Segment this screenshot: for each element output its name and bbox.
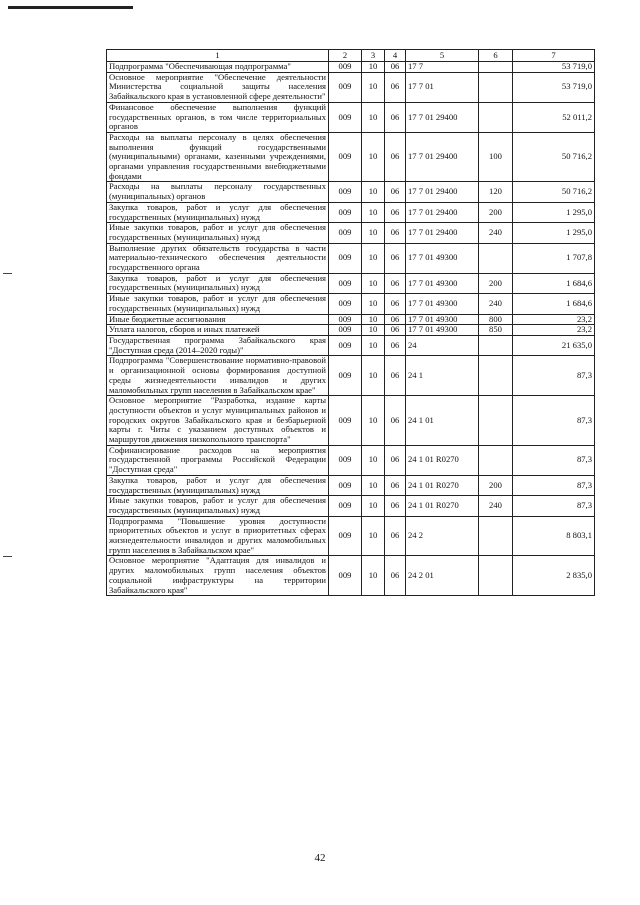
row-target-code: 17 7 01 49300 <box>406 273 479 293</box>
row-grbs: 009 <box>329 396 362 446</box>
row-amount: 50 716,2 <box>513 182 595 202</box>
row-grbs: 009 <box>329 102 362 132</box>
table-row <box>107 335 595 355</box>
column-header: 2 <box>329 50 362 62</box>
row-name: Закупка товаров, работ и услуг для обеспечения государственных (муниципальных) нужд <box>107 273 329 293</box>
row-expense-type <box>479 102 513 132</box>
row-grbs: 009 <box>329 325 362 336</box>
row-expense-type: 120 <box>479 182 513 202</box>
row-name: Иные закупки товаров, работ и услуг для обеспечения государственных (муниципальных) нужд <box>107 223 329 243</box>
row-target-code: 24 <box>406 335 479 355</box>
budget-table <box>106 49 595 596</box>
table-body <box>107 62 595 596</box>
column-header: 4 <box>385 50 406 62</box>
row-subsection: 06 <box>385 62 406 73</box>
row-grbs: 009 <box>329 182 362 202</box>
row-grbs: 009 <box>329 314 362 325</box>
column-header: 1 <box>107 50 329 62</box>
row-name: Софинансирование расходов на мероприятия государственной программы Российской Федерации "Доступная среда" <box>107 445 329 475</box>
row-name: Иные закупки товаров, работ и услуг для обеспечения государственных (муниципальных) нужд <box>107 294 329 314</box>
table-row <box>107 496 595 516</box>
row-expense-type: 200 <box>479 273 513 293</box>
row-name: Закупка товаров, работ и услуг для обеспечения государственных (муниципальных) нужд <box>107 475 329 495</box>
row-section: 10 <box>362 182 385 202</box>
row-amount: 1 707,8 <box>513 243 595 273</box>
row-expense-type <box>479 556 513 596</box>
row-amount: 2 835,0 <box>513 556 595 596</box>
row-target-code: 17 7 01 29400 <box>406 102 479 132</box>
row-target-code: 24 2 01 <box>406 556 479 596</box>
row-grbs: 009 <box>329 243 362 273</box>
row-name: Выполнение других обязательств государства в части материально-технического обеспечения деятельности государственного органа <box>107 243 329 273</box>
row-grbs: 009 <box>329 445 362 475</box>
row-expense-type: 240 <box>479 223 513 243</box>
row-amount: 1 684,6 <box>513 273 595 293</box>
column-header: 6 <box>479 50 513 62</box>
row-expense-type: 100 <box>479 132 513 182</box>
table-row <box>107 102 595 132</box>
row-amount: 87,3 <box>513 356 595 396</box>
row-subsection: 06 <box>385 72 406 102</box>
row-target-code: 17 7 01 49300 <box>406 325 479 336</box>
row-name: Иные бюджетные ассигнования <box>107 314 329 325</box>
table-row <box>107 314 595 325</box>
row-subsection: 06 <box>385 294 406 314</box>
row-expense-type: 240 <box>479 496 513 516</box>
top-rule <box>8 6 133 9</box>
row-grbs: 009 <box>329 273 362 293</box>
row-section: 10 <box>362 445 385 475</box>
row-expense-type: 200 <box>479 475 513 495</box>
table-row <box>107 325 595 336</box>
row-subsection: 06 <box>385 356 406 396</box>
row-target-code: 24 1 01 <box>406 396 479 446</box>
row-subsection: 06 <box>385 496 406 516</box>
row-section: 10 <box>362 396 385 446</box>
table-row <box>107 556 595 596</box>
table-row <box>107 356 595 396</box>
row-expense-type <box>479 396 513 446</box>
column-header: 7 <box>513 50 595 62</box>
row-subsection: 06 <box>385 314 406 325</box>
row-expense-type <box>479 356 513 396</box>
table-row <box>107 72 595 102</box>
row-expense-type <box>479 62 513 73</box>
row-section: 10 <box>362 556 385 596</box>
row-section: 10 <box>362 243 385 273</box>
row-target-code: 24 1 <box>406 356 479 396</box>
page-number: 42 <box>314 852 326 864</box>
row-expense-type <box>479 72 513 102</box>
row-name: Расходы на выплаты персоналу государственных (муниципальных) органов <box>107 182 329 202</box>
row-section: 10 <box>362 314 385 325</box>
row-grbs: 009 <box>329 294 362 314</box>
table-row <box>107 445 595 475</box>
row-subsection: 06 <box>385 202 406 222</box>
row-amount: 53 719,0 <box>513 62 595 73</box>
table-row <box>107 243 595 273</box>
row-name: Расходы на выплаты персоналу в целях обеспечения выполнения функций государственными (муниципальными) органами, казенными учреждениями, органами управления государственными внебюджетными фондами <box>107 132 329 182</box>
row-section: 10 <box>362 496 385 516</box>
row-section: 10 <box>362 72 385 102</box>
table-row <box>107 223 595 243</box>
table-header-row <box>107 50 595 62</box>
column-header: 3 <box>362 50 385 62</box>
row-target-code: 17 7 01 29400 <box>406 132 479 182</box>
row-target-code: 17 7 01 29400 <box>406 223 479 243</box>
row-expense-type: 800 <box>479 314 513 325</box>
row-name: Основное мероприятие "Обеспечение деятельности Министерства социальной защиты населения Забайкальского края в установленной сфере деятельности" <box>107 72 329 102</box>
row-name: Закупка товаров, работ и услуг для обеспечения государственных (муниципальных) нужд <box>107 202 329 222</box>
table-row <box>107 62 595 73</box>
row-subsection: 06 <box>385 516 406 556</box>
table-row <box>107 273 595 293</box>
row-expense-type <box>479 445 513 475</box>
margin-tick <box>3 273 12 274</box>
row-subsection: 06 <box>385 445 406 475</box>
row-subsection: 06 <box>385 102 406 132</box>
row-subsection: 06 <box>385 182 406 202</box>
row-grbs: 009 <box>329 72 362 102</box>
row-amount: 21 635,0 <box>513 335 595 355</box>
row-grbs: 009 <box>329 132 362 182</box>
row-amount: 1 295,0 <box>513 223 595 243</box>
row-section: 10 <box>362 335 385 355</box>
row-expense-type: 850 <box>479 325 513 336</box>
row-expense-type <box>479 243 513 273</box>
row-amount: 87,3 <box>513 445 595 475</box>
row-section: 10 <box>362 223 385 243</box>
row-section: 10 <box>362 273 385 293</box>
row-section: 10 <box>362 516 385 556</box>
row-subsection: 06 <box>385 556 406 596</box>
table-row <box>107 396 595 446</box>
row-section: 10 <box>362 356 385 396</box>
row-target-code: 24 1 01 R0270 <box>406 475 479 495</box>
row-amount: 23,2 <box>513 325 595 336</box>
row-amount: 87,3 <box>513 475 595 495</box>
row-target-code: 24 2 <box>406 516 479 556</box>
row-grbs: 009 <box>329 356 362 396</box>
row-amount: 53 719,0 <box>513 72 595 102</box>
row-subsection: 06 <box>385 273 406 293</box>
row-target-code: 17 7 01 <box>406 72 479 102</box>
row-target-code: 24 1 01 R0270 <box>406 496 479 516</box>
row-amount: 1 684,6 <box>513 294 595 314</box>
row-target-code: 17 7 01 49300 <box>406 314 479 325</box>
row-name: Финансовое обеспечение выполнения функций государственных органов, в том числе территориальных органов <box>107 102 329 132</box>
row-subsection: 06 <box>385 335 406 355</box>
row-name: Подпрограмма "Повышение уровня доступности приоритетных объектов и услуг в приоритетных сферах жизнедеятельности инвалидов и других маломобильных групп населения в Забайкальском крае" <box>107 516 329 556</box>
row-grbs: 009 <box>329 516 362 556</box>
row-name: Основное мероприятие "Разработка, издание карты доступности объектов и услуг муниципальных районов и городских округов Забайкальского края и безбарьерной карты г. Читы с указанием доступных объектов и маршрутов движения низкопольного транспорта" <box>107 396 329 446</box>
table-row <box>107 516 595 556</box>
row-subsection: 06 <box>385 132 406 182</box>
row-section: 10 <box>362 475 385 495</box>
row-subsection: 06 <box>385 396 406 446</box>
row-amount: 87,3 <box>513 496 595 516</box>
table-row <box>107 475 595 495</box>
table-row <box>107 182 595 202</box>
row-section: 10 <box>362 62 385 73</box>
row-name: Подпрограмма "Совершенствование нормативно-правовой и организационной основы формирования доступной среды жизнедеятельности инвалидов и других маломобильных групп населения в Забайкальском крае" <box>107 356 329 396</box>
row-grbs: 009 <box>329 496 362 516</box>
row-name: Государственная программа Забайкальского края "Доступная среда (2014–2020 годы)" <box>107 335 329 355</box>
row-grbs: 009 <box>329 223 362 243</box>
row-name: Основное мероприятие "Адаптация для инвалидов и других маломобильных групп населения объектов социальной инфраструктуры на территории Забайкальского края" <box>107 556 329 596</box>
row-subsection: 06 <box>385 223 406 243</box>
row-section: 10 <box>362 294 385 314</box>
row-section: 10 <box>362 132 385 182</box>
row-target-code: 17 7 01 29400 <box>406 202 479 222</box>
table-row <box>107 132 595 182</box>
row-subsection: 06 <box>385 325 406 336</box>
row-expense-type: 240 <box>479 294 513 314</box>
row-grbs: 009 <box>329 556 362 596</box>
row-amount: 23,2 <box>513 314 595 325</box>
row-section: 10 <box>362 102 385 132</box>
row-target-code: 17 7 01 49300 <box>406 243 479 273</box>
row-target-code: 17 7 01 29400 <box>406 182 479 202</box>
row-amount: 50 716,2 <box>513 132 595 182</box>
row-amount: 1 295,0 <box>513 202 595 222</box>
row-section: 10 <box>362 202 385 222</box>
row-grbs: 009 <box>329 62 362 73</box>
row-name: Подпрограмма "Обеспечивающая подпрограмма" <box>107 62 329 73</box>
row-expense-type <box>479 335 513 355</box>
table-row <box>107 294 595 314</box>
row-section: 10 <box>362 325 385 336</box>
row-subsection: 06 <box>385 243 406 273</box>
row-expense-type: 200 <box>479 202 513 222</box>
row-grbs: 009 <box>329 335 362 355</box>
row-target-code: 17 7 01 49300 <box>406 294 479 314</box>
row-name: Уплата налогов, сборов и иных платежей <box>107 325 329 336</box>
row-target-code: 17 7 <box>406 62 479 73</box>
row-expense-type <box>479 516 513 556</box>
row-amount: 87,3 <box>513 396 595 446</box>
row-amount: 8 803,1 <box>513 516 595 556</box>
row-grbs: 009 <box>329 202 362 222</box>
column-header: 5 <box>406 50 479 62</box>
row-subsection: 06 <box>385 475 406 495</box>
row-target-code: 24 1 01 R0270 <box>406 445 479 475</box>
table-row <box>107 202 595 222</box>
row-grbs: 009 <box>329 475 362 495</box>
row-amount: 52 011,2 <box>513 102 595 132</box>
row-name: Иные закупки товаров, работ и услуг для обеспечения государственных (муниципальных) нужд <box>107 496 329 516</box>
margin-tick <box>3 556 12 557</box>
